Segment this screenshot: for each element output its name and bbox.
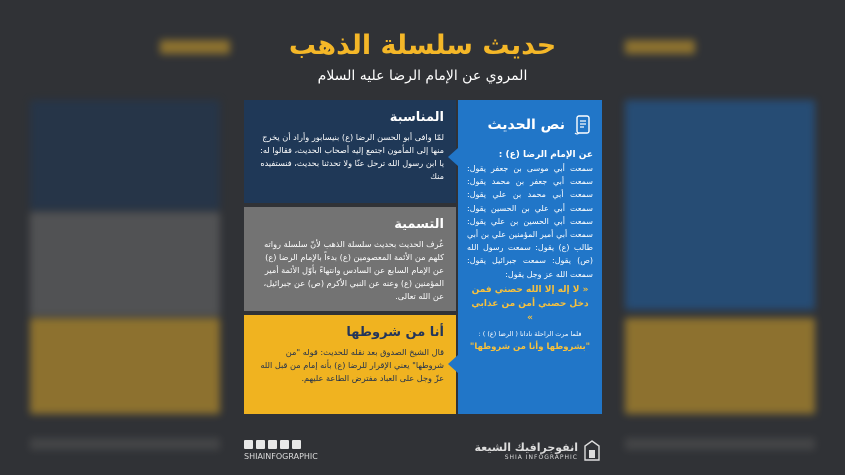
telegram-icon[interactable] bbox=[244, 440, 253, 449]
panel-title: التسمية bbox=[394, 217, 444, 232]
logo-text-arabic: انفوجرافيك الشيعة bbox=[474, 441, 578, 454]
logo-mark-icon bbox=[583, 440, 601, 462]
hadith-chain: سمعت أبي موسى بن جعفر يقول: سمعت أبي جعفر بن محمد يقول: سمعت أبي محمد بن علي يقول: سمعت أبي علي بن الحسين يقول: سمعت أبي الحسين بن علي يقول: سمعت أبي أمير المؤمنين علي بن أبي طالب (ع) يقول: سمعت رسول الله (ص) يقول: سمعت جبرائيل يقول: سمعت الله عز وجل يقول: bbox=[467, 164, 593, 279]
panel-title: أنا من شروطها bbox=[346, 325, 444, 340]
social-footer bbox=[244, 440, 318, 461]
page-title: حديث سلسلة الذهب bbox=[288, 30, 557, 61]
blur-footer bbox=[625, 438, 815, 450]
panel-title: المناسبة bbox=[389, 110, 444, 125]
scroll-icon bbox=[573, 114, 593, 136]
blur-panel-gold bbox=[625, 318, 815, 414]
hadith-note: فلما مرت الراحلة نادانا ( الرضا (ع) ) : bbox=[478, 329, 582, 338]
panel-text: قال الشيخ الصدوق بعد نقله للحديث: قوله "من شروطها" يعني الإقرار للرضا (ع) بأنه إمام من قبل الله عزّ وجل على العباد مفترض الطاعة عليهم. bbox=[260, 347, 444, 383]
hadith-narrator: عن الإمام الرضا (ع) : bbox=[498, 150, 593, 160]
panel-text: لمّا وافى أبو الحسن الرضا (ع) بنيسابور وأراد أن يخرج منها إلى المأمون اجتمع إليه أصحاب الحديث، فقالوا له: يا ابن رسول الله ترحل عنّا ولا تحدثنا بحديث، فنستفيده منك bbox=[260, 132, 444, 181]
panel-text: عُرف الحديث بحديث سلسلة الذهب لأنّ سلسلة رواته كلهم من الأئمة المعصومين (ع) بدءاً بالإمام الرضا (ع) عن الإمام السابع عن السادس وانتهاءً بأوّل الأئمة أمير المؤمنين (ع) وعنه عن النبي الأكرم (ص) عن جبرائيل، عن الله تعالى. bbox=[263, 239, 444, 301]
hadith-quote: « لا إله إلا الله حصني فمن دخل حصني أمن من عذابي » bbox=[471, 284, 589, 323]
blur-hadith bbox=[625, 100, 815, 310]
page-subtitle: المروي عن الإمام الرضا عليه السلام bbox=[317, 68, 528, 84]
social-icons bbox=[244, 440, 318, 449]
logo-text bbox=[475, 441, 579, 461]
hadith-heading-label: نص الحديث bbox=[487, 117, 565, 133]
infographic-card bbox=[244, 100, 602, 414]
youtube-icon[interactable] bbox=[280, 440, 289, 449]
blur-panel-gold bbox=[30, 318, 220, 414]
panel-occasion bbox=[244, 100, 456, 203]
whatsapp-icon[interactable] bbox=[292, 440, 301, 449]
blur-panel-navy bbox=[30, 100, 220, 210]
blur-panel-gray bbox=[30, 212, 220, 316]
social-handle: SHIAINFOGRAPHIC bbox=[244, 452, 318, 461]
logo-text-english: SHIA INFOGRAPHIC bbox=[504, 454, 578, 461]
hadith-heading bbox=[467, 114, 593, 136]
blur-footer bbox=[30, 438, 220, 450]
panel-naming bbox=[244, 207, 456, 311]
hadith-quote-conditions: "بشروطها وأنا من شروطها" bbox=[469, 341, 591, 352]
brand-logo bbox=[475, 440, 602, 462]
panel-conditions bbox=[244, 315, 456, 414]
twitter-icon[interactable] bbox=[256, 440, 265, 449]
instagram-icon[interactable] bbox=[268, 440, 277, 449]
hadith-panel bbox=[458, 100, 602, 414]
